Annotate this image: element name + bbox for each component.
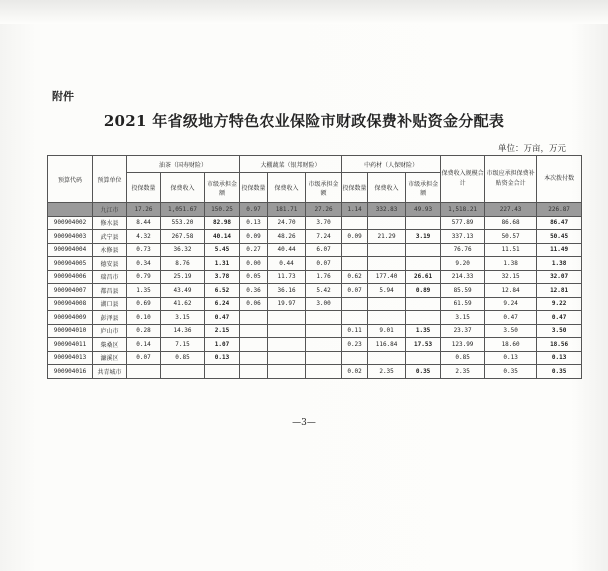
cell-name: 共青城市 [93,365,127,379]
cell-t_inc [161,365,205,379]
cell-g_area: 0.00 [240,257,268,271]
cell-city_total: 50.57 [485,230,537,244]
cell-alloc: 12.81 [537,284,582,298]
cell-code: 900904013 [48,351,93,365]
cell-g_area: 0.27 [240,243,268,257]
cell-name: 德安县 [93,257,127,271]
table-row [48,297,582,311]
cell-name: 都昌县 [93,284,127,298]
cell-name: 柴桑区 [93,338,127,352]
cell-h_inc: 332.83 [368,203,406,217]
cell-code: 900904007 [48,284,93,298]
table-body [48,203,582,379]
cell-g_area [240,311,268,325]
cell-h_city: 1.35 [406,324,441,338]
cell-code: 900904006 [48,270,93,284]
cell-alloc: 1.38 [537,257,582,271]
cell-city_total: 227.43 [485,203,537,217]
subsidy-table [47,155,582,379]
cell-h_city [406,257,441,271]
cell-h_inc: 2.35 [368,365,406,379]
header-herb-city: 市级承担金额 [406,173,441,203]
cell-total: 61.59 [441,297,485,311]
cell-name: 武宁县 [93,230,127,244]
cell-h_area [342,216,368,230]
cell-g_area: 0.06 [240,297,268,311]
cell-alloc: 32.07 [537,270,582,284]
cell-city_total: 86.68 [485,216,537,230]
cell-city_total: 12.84 [485,284,537,298]
cell-alloc: 9.22 [537,297,582,311]
cell-t_city [205,365,240,379]
table-row [48,311,582,325]
cell-g_inc: 48.26 [268,230,306,244]
cell-g_area [240,324,268,338]
cell-name: 湖口县 [93,297,127,311]
header-tea-income: 保费收入 [161,173,205,203]
cell-t_area: 0.79 [127,270,161,284]
table-row [48,257,582,271]
header-unit-name: 预算单位 [93,156,127,203]
cell-g_inc: 0.44 [268,257,306,271]
cell-g_city [306,365,342,379]
cell-t_inc: 8.76 [161,257,205,271]
table-row [48,324,582,338]
cell-t_inc: 36.32 [161,243,205,257]
attachment-label: 附件 [52,90,74,103]
cell-t_city: 1.31 [205,257,240,271]
cell-code: 900904016 [48,365,93,379]
cell-g_inc [268,311,306,325]
cell-city_total: 11.51 [485,243,537,257]
cell-g_city [306,311,342,325]
cell-h_area: 0.07 [342,284,368,298]
cell-g_area: 0.36 [240,284,268,298]
cell-h_area: 0.09 [342,230,368,244]
cell-h_area [342,311,368,325]
cell-total: 85.59 [441,284,485,298]
header-herb-area: 投保数量 [342,173,368,203]
cell-t_inc: 14.36 [161,324,205,338]
cell-h_inc [368,297,406,311]
cell-g_city [306,351,342,365]
cell-name: 彭泽县 [93,311,127,325]
cell-total: 123.99 [441,338,485,352]
cell-t_area: 0.34 [127,257,161,271]
cell-g_city: 7.24 [306,230,342,244]
cell-city_total: 0.35 [485,365,537,379]
cell-alloc: 11.49 [537,243,582,257]
cell-h_city: 17.53 [406,338,441,352]
cell-alloc: 18.56 [537,338,582,352]
cell-code: 900904009 [48,311,93,325]
cell-g_city: 3.00 [306,297,342,311]
header-premium-total: 保费收入规模合计 [441,156,485,203]
header-herb-income: 保费收入 [368,173,406,203]
cell-total: 214.33 [441,270,485,284]
table-row [48,365,582,379]
header-tea-city: 市级承担金额 [205,173,240,203]
cell-t_area: 0.28 [127,324,161,338]
cell-t_inc: 25.19 [161,270,205,284]
cell-city_total: 3.50 [485,324,537,338]
cell-t_inc: 0.85 [161,351,205,365]
cell-name: 濂溪区 [93,351,127,365]
cell-t_area: 1.35 [127,284,161,298]
cell-h_inc [368,351,406,365]
cell-total: 23.37 [441,324,485,338]
cell-t_area: 8.44 [127,216,161,230]
cell-city_total: 32.15 [485,270,537,284]
page-fold-shadow [0,0,608,24]
cell-name: 永修县 [93,243,127,257]
cell-h_inc [368,216,406,230]
cell-h_inc [368,257,406,271]
cell-t_inc: 553.20 [161,216,205,230]
cell-h_city: 26.61 [406,270,441,284]
cell-h_area [342,297,368,311]
cell-city_total: 9.24 [485,297,537,311]
table-row [48,216,582,230]
cell-alloc: 0.13 [537,351,582,365]
cell-h_inc: 9.01 [368,324,406,338]
table-row [48,243,582,257]
cell-g_inc: 36.16 [268,284,306,298]
cell-h_city: 3.19 [406,230,441,244]
cell-g_inc [268,324,306,338]
cell-h_inc: 21.29 [368,230,406,244]
cell-g_city: 27.26 [306,203,342,217]
cell-h_inc: 116.84 [368,338,406,352]
cell-t_city: 0.47 [205,311,240,325]
cell-code: 900904005 [48,257,93,271]
cell-alloc: 226.87 [537,203,582,217]
cell-code: 900904004 [48,243,93,257]
cell-total: 2.35 [441,365,485,379]
cell-t_city: 3.78 [205,270,240,284]
cell-t_area: 0.14 [127,338,161,352]
unit-note: 单位：万亩，万元 [497,144,566,154]
cell-g_city [306,338,342,352]
cell-code: 900904002 [48,216,93,230]
cell-code: 900904003 [48,230,93,244]
header-group-herb: 中药材（人保财险） [342,156,441,173]
cell-g_area [240,351,268,365]
cell-total: 1,518.21 [441,203,485,217]
cell-t_city: 1.07 [205,338,240,352]
cell-t_city: 6.24 [205,297,240,311]
cell-h_city [406,216,441,230]
cell-h_city: 0.89 [406,284,441,298]
cell-g_inc [268,365,306,379]
cell-g_city: 1.76 [306,270,342,284]
cell-h_inc: 5.94 [368,284,406,298]
cell-h_area [342,243,368,257]
cell-h_city: 49.93 [406,203,441,217]
cell-h_city [406,351,441,365]
cell-code [48,203,93,217]
header-gh-city: 市级承担金额 [306,173,342,203]
table-row [48,230,582,244]
cell-t_area: 0.73 [127,243,161,257]
cell-t_inc: 3.15 [161,311,205,325]
cell-t_area: 17.26 [127,203,161,217]
document-title: 2021 年省级地方特色农业保险市财政保费补贴资金分配表 [103,112,505,130]
cell-h_area: 0.11 [342,324,368,338]
cell-h_city: 0.35 [406,365,441,379]
cell-g_city: 0.07 [306,257,342,271]
cell-h_area: 0.62 [342,270,368,284]
cell-t_inc: 43.49 [161,284,205,298]
cell-t_area: 0.69 [127,297,161,311]
cell-name: 庐山市 [93,324,127,338]
cell-t_inc: 7.15 [161,338,205,352]
cell-t_city: 2.15 [205,324,240,338]
cell-h_city [406,311,441,325]
header-gh-income: 保费收入 [268,173,306,203]
page-number: —3— [292,418,316,428]
cell-h_area: 1.14 [342,203,368,217]
cell-h_inc: 177.40 [368,270,406,284]
cell-code: 900904011 [48,338,93,352]
header-code: 预算代码 [48,156,93,203]
cell-alloc: 86.47 [537,216,582,230]
cell-g_area: 0.97 [240,203,268,217]
header-tea-area: 投保数量 [127,173,161,203]
cell-alloc: 0.35 [537,365,582,379]
cell-total: 3.15 [441,311,485,325]
cell-h_city [406,243,441,257]
cell-t_city: 0.13 [205,351,240,365]
cell-total: 0.85 [441,351,485,365]
table-row [48,351,582,365]
cell-t_city: 150.25 [205,203,240,217]
cell-h_area: 0.23 [342,338,368,352]
cell-g_area: 0.13 [240,216,268,230]
cell-g_city: 3.70 [306,216,342,230]
cell-g_inc: 40.44 [268,243,306,257]
cell-g_inc: 19.97 [268,297,306,311]
cell-city_total: 0.13 [485,351,537,365]
cell-city_total: 0.47 [485,311,537,325]
cell-g_area: 0.05 [240,270,268,284]
cell-t_inc: 41.62 [161,297,205,311]
cell-city_total: 18.60 [485,338,537,352]
cell-g_inc [268,338,306,352]
cell-g_city: 5.42 [306,284,342,298]
cell-t_inc: 1,051.67 [161,203,205,217]
cell-t_area: 0.07 [127,351,161,365]
cell-g_inc [268,351,306,365]
cell-h_area [342,351,368,365]
cell-h_area: 0.02 [342,365,368,379]
cell-code: 900904010 [48,324,93,338]
cell-t_city: 5.45 [205,243,240,257]
cell-g_area [240,365,268,379]
cell-t_area [127,365,161,379]
cell-t_area: 0.10 [127,311,161,325]
cell-total: 76.76 [441,243,485,257]
cell-t_inc: 267.58 [161,230,205,244]
header-group-tea: 油茶（国寿财险） [127,156,240,173]
table-row-total [48,203,582,217]
header-gh-area: 投保数量 [240,173,268,203]
cell-alloc: 3.50 [537,324,582,338]
cell-g_inc: 24.70 [268,216,306,230]
cell-h_city [406,297,441,311]
header-allocation: 本次拨付数 [537,156,582,203]
cell-t_city: 6.52 [205,284,240,298]
cell-city_total: 1.38 [485,257,537,271]
cell-g_inc: 11.73 [268,270,306,284]
cell-total: 577.89 [441,216,485,230]
cell-total: 9.20 [441,257,485,271]
cell-g_city: 6.07 [306,243,342,257]
cell-name: 修水县 [93,216,127,230]
cell-g_city [306,324,342,338]
cell-alloc: 0.47 [537,311,582,325]
cell-g_area [240,338,268,352]
cell-t_area: 4.32 [127,230,161,244]
cell-t_city: 40.14 [205,230,240,244]
cell-h_inc [368,311,406,325]
table-row [48,284,582,298]
cell-t_city: 82.98 [205,216,240,230]
cell-code: 900904008 [48,297,93,311]
cell-h_area [342,257,368,271]
header-group-greenhouse: 大棚蔬菜（银邦财险） [240,156,342,173]
header-city-total: 市级应承担保费补贴资金合计 [485,156,537,203]
cell-g_area: 0.09 [240,230,268,244]
cell-name: 九江市 [93,203,127,217]
table-row [48,270,582,284]
cell-total: 337.13 [441,230,485,244]
table-row [48,338,582,352]
cell-name: 瑞昌市 [93,270,127,284]
cell-g_inc: 181.71 [268,203,306,217]
cell-h_inc [368,243,406,257]
cell-alloc: 50.45 [537,230,582,244]
